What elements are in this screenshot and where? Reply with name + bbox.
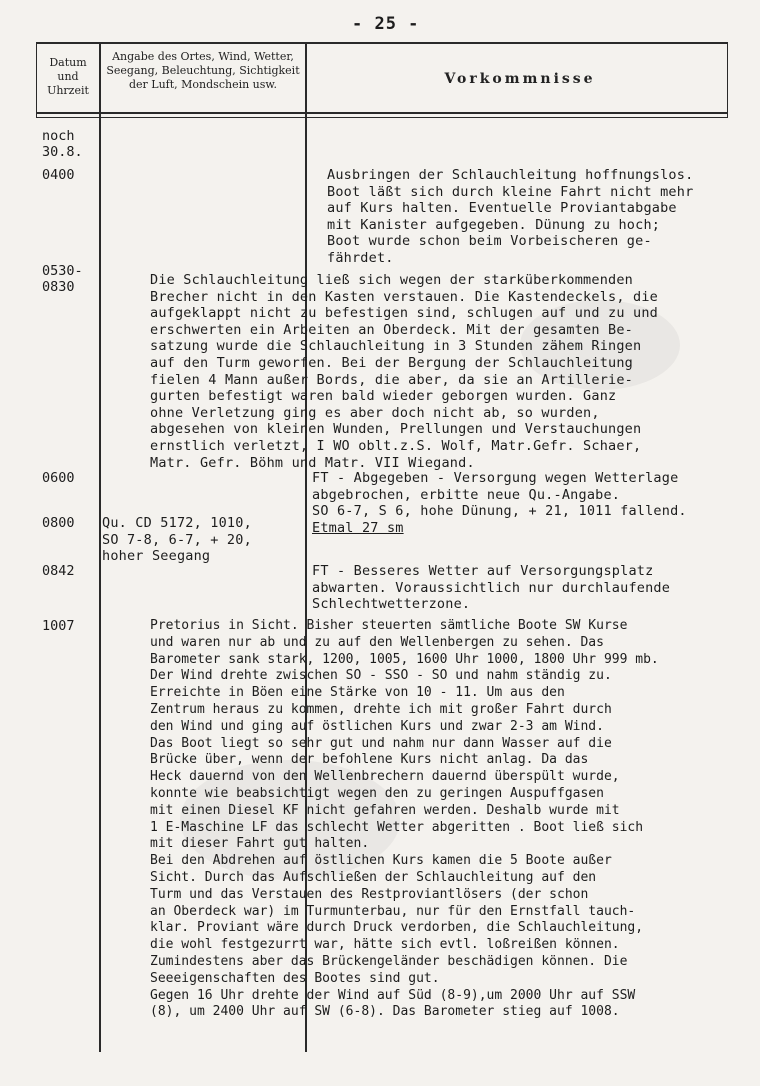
header-ort-line: der Luft, Mondschein usw. (128, 78, 278, 91)
header-vorkommnisse: Vorkommnisse (444, 71, 596, 87)
entry-text-0842: FT - Besseres Wetter auf Versorgungsplatz abwarten. Voraussichtlich nur durchlaufende Schlechtwetterzone. (312, 563, 671, 613)
header-datum-line: Uhrzeit (47, 84, 89, 97)
header-ort (102, 50, 304, 92)
entry-text-0400: Ausbringen der Schlauchleitung hoffnungslos. Boot läßt sich durch kleine Fahrt nicht mehr auf Kurs halten. Eventuelle Proviantabgabe mit Kanister aufgegeben. Dünung zu hoch; Boot wurde schon beim Vorbeischeren ge- fährdet. (327, 167, 694, 266)
header-datum-line: Datum (49, 56, 87, 69)
entry-text-1007: Pretorius in Sicht. Bisher steuerten sämtliche Boote SW Kurse und waren nur ab und zu auf den Wellenbergen zu sehen. Das Barometer sank stark, 1200, 1005, 1600 Uhr 1000, 1800 Uhr 999 mb. Der Wind drehte zwischen SO - SSO - SO und nahm ständig zu. Erreichte in Böen eine Stärke von 10 - 11. Um aus den Zentrum heraus zu kommen, drehte ich mit großer Fahrt durch den Wind und ging auf östlichen Kurs und zwar 2-3 am Wind. Das Boot liegt so sehr gut und nahm nur dann Wasser auf die Brücke über, wenn der befohlene Kurs nicht anlag. Da das Heck dauernd von den Wellenbrechern dauernd überspült wurde, konnte wie beabsichtigt wegen den zu geringen Auspuffgasen mit einen Diesel KF nicht gefahren werden. Deshalb wurde mit 1 E-Maschine LF das schlecht Wetter abgeritten . Boot ließ sich mit dieser Fahrt gut halten. Bei den Abdrehen auf östlichen Kurs kamen die 5 Boote außer Sicht. Durch das Aufschließen der Schlauchleitung auf den Turm und das Verstauen des Restproviantlösers (der schon an Oberdeck war) im Turmunterbau, nur für den Ernstfall tauch- klar. Proviant wäre durch Druck verdorben, die Schlauchleitung, die wohl festgezurrt war, hätte sich evtl. loßreißen können. Zumindestens aber das Brückengeländer beschädigen können. Die Seeeigenschaften des Bootes sind gut. Gegen 16 Uhr drehte der Wind auf Süd (8-9),um 2000 Uhr auf SSW (8), um 2400 Uhr auf SW (6-8). Das Barometer stieg auf 1008. (150, 618, 659, 1020)
header-ort-line: Angabe des Ortes, Wind, Wetter, (112, 50, 294, 63)
entry-text-0530: Die Schlauchleitung ließ sich wegen der starküberkommenden Brecher nicht in den Kasten verstauen. Die Kastendeckels, die aufgeklappt nicht zu befestigen sind, schlugen auf und zu und erschwerten ein Arbeiten an Oberdeck. Mit der gesamten Be- satzung wurde die Schlauchleitung in 3 Stunden zähem Ringen auf den Turm geworfen. Bei der Bergung der Schlauchleitung fielen 4 Mann außer Bords, die aber, da sie an Artillerie- gurten befestigt waren bald wieder geborgen wurden. Ganz ohne Verletzung ging es aber doch nicht ab, so wurden, abgesehen von kleinen Wunden, Prellungen und Verstauchungen ernstlich verletzt, I WO oblt.z.S. Wolf, Matr.Gefr. Schaer, Matr. Gefr. Böhm und Matr. VII Wiegand. (150, 272, 658, 471)
entry-time-0600: 0600 (42, 470, 75, 486)
entry-text-0600: FT - Abgegeben - Versorgung wegen Wetterlage abgebrochen, erbitte neue Qu.-Angabe. SO 6-7, S 6, hohe Dünung, + 21, 1011 fallend. (312, 470, 687, 520)
header-datum-line: und (57, 70, 79, 83)
page-number: - 25 - (352, 14, 420, 34)
header-datum (36, 56, 100, 98)
entry-time-noch: noch 30.8. (42, 128, 83, 160)
header-ort-line: Seegang, Beleuchtung, Sichtigkeit (106, 64, 300, 77)
entry-time-0400: 0400 (42, 167, 75, 183)
entry-time-0842: 0842 (42, 563, 75, 579)
header-bottom-rule (36, 112, 728, 114)
entry-ort-0800: Qu. CD 5172, 1010, SO 7-8, 6-7, + 20, hoher Seegang (102, 515, 252, 565)
entry-time-0530: 0530- 0830 (42, 263, 83, 295)
header-double-rule (36, 117, 728, 118)
entry-time-0800: 0800 (42, 515, 75, 531)
entry-text-0800: Etmal 27 sm (312, 520, 404, 536)
table-top-rule (36, 42, 728, 44)
table-right-rule (727, 42, 728, 118)
entry-time-1007: 1007 (42, 618, 75, 634)
column-divider-1 (99, 42, 101, 1052)
